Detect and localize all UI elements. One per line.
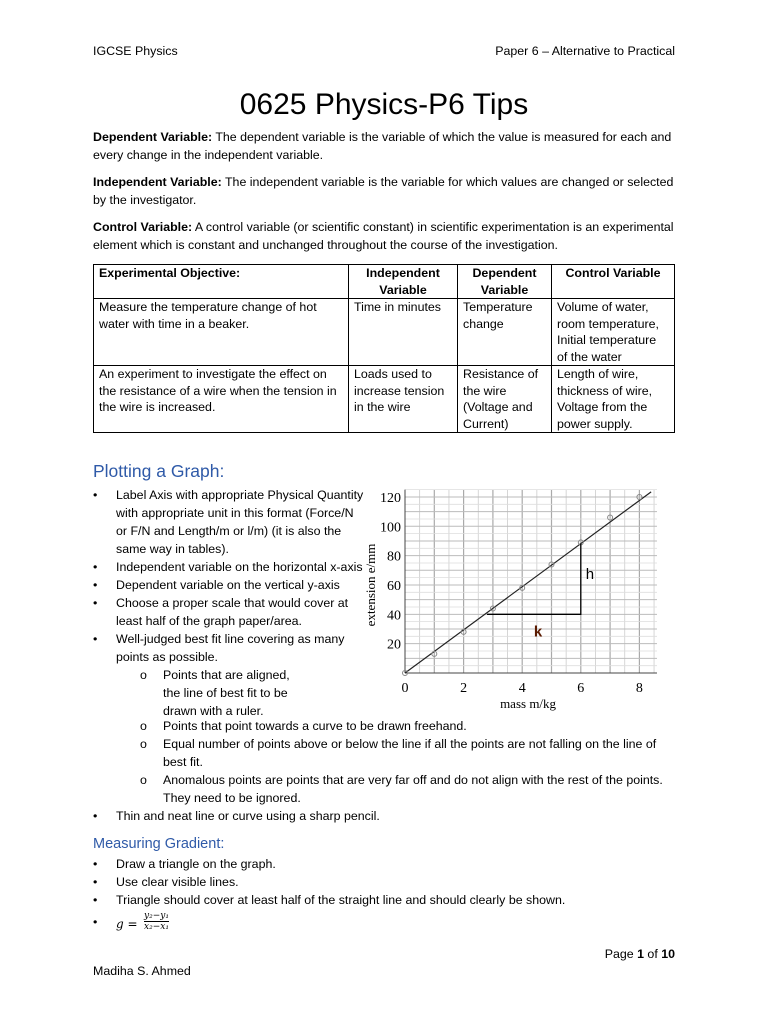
extension-mass-graph [360,480,670,712]
triangle-h-label: h [585,566,595,584]
table-cell: Measure the temperature change of hot water with time in a beaker. [94,299,349,366]
y-tick-label: 40 [387,608,401,624]
triangle-k-label: k [533,623,543,641]
list-item: • Choose a proper scale that would cover at least half of the graph paper/area. [93,596,349,628]
y-tick-label: 80 [387,549,401,565]
table-cell: Loads used to increase tension in the wire [349,366,458,433]
list-item: • Draw a triangle on the graph. [93,857,276,871]
x-tick-label: 0 [401,681,409,696]
definition-control: Control Variable: A control variable (or scientific constant) in scientific experimentation is an experimental element which is constant and unchanged throughout the course of the investigation. [93,220,674,252]
sub-list-item: o Points that are aligned, the line of best fit to be drawn with a ruler. [140,668,290,718]
table-row [94,366,675,433]
definition-dependent: Dependent Variable: The dependent variable is the variable of which the value is measured for each and every change in the independent variable. [93,130,672,162]
page-number: Page 1 of 10 [604,947,675,961]
x-axis-label: mass m/kg [500,696,557,711]
y-tick-label: 120 [380,490,401,506]
list-item: • Dependent variable on the vertical y-axis [93,578,340,592]
page-title: 0625 Physics-P6 Tips [239,88,529,121]
variables-table [93,264,675,433]
plotting-heading: Plotting a Graph: [93,461,225,481]
x-tick-label: 4 [518,681,526,696]
list-item: • Triangle should cover at least half of the straight line and should clearly be shown. [93,893,566,907]
table-header-row [94,265,675,299]
header-cell: Control Variable [552,265,675,299]
table-cell: An experiment to investigate the effect on the resistance of a wire when the tension in the wire is increased. [94,366,349,433]
footer-author: Madiha S. Ahmed [93,964,191,978]
y-tick-label: 100 [380,520,401,536]
y-tick-label: 20 [387,637,401,653]
table-cell: Volume of water, room temperature, Initial temperature of the water [552,299,675,366]
header-left: IGCSE Physics [93,44,178,58]
x-tick-label: 2 [460,681,468,696]
list-item: • Use clear visible lines. [93,875,239,889]
table-cell: Time in minutes [349,299,458,366]
x-tick-label: 6 [577,681,585,696]
plotting-list-narrow [93,486,365,720]
definition-independent: Independent Variable: The independent variable is the variable for which values are changed or selected by the investigator. [93,175,674,207]
y-tick-label: 60 [387,578,401,594]
definitions [93,128,675,254]
header-cell: Experimental Objective: [94,265,349,299]
list-item: • Thin and neat line or curve using a sharp pencil. [93,809,380,823]
sub-list-item: o Equal number of points above or below the line if all the points are not falling on the line of best fit. [140,737,657,769]
list-item: • Independent variable on the horizontal x-axis [93,560,363,574]
table-cell: Length of wire, thickness of wire, Voltage from the power supply. [552,366,675,433]
y-axis-label: extension e/mm [363,543,378,627]
sub-list-item: o Points that point towards a curve to be drawn freehand. [140,719,467,733]
table-cell: Temperature change [458,299,552,366]
table-cell: Resistance of the wire (Voltage and Current) [458,366,552,433]
list-item: • Well-judged best fit line covering as many points as possible. [93,632,345,664]
header-cell: Independent Variable [349,265,458,299]
header-cell: Dependent Variable [458,265,552,299]
sub-list-item: o Anomalous points are points that are very far off and do not align with the rest of the points. They need to be ignored. [140,773,663,805]
plotting-list-wide [93,717,683,825]
x-tick-label: 8 [635,681,643,696]
gradient-list [93,855,683,935]
gradient-formula: • g = $\frac{\text{y₂−y₁}}{\text{x₂−x₁}}$ [93,911,169,932]
table-row [94,299,675,366]
list-item: • Label Axis with appropriate Physical Quantity with appropriate unit in this format (Force/N or F/N and Length/m or l/m) (it is also the same way in tables). [93,488,364,556]
gradient-heading: Measuring Gradient: [93,836,225,852]
header-right: Paper 6 – Alternative to Practical [495,44,675,58]
